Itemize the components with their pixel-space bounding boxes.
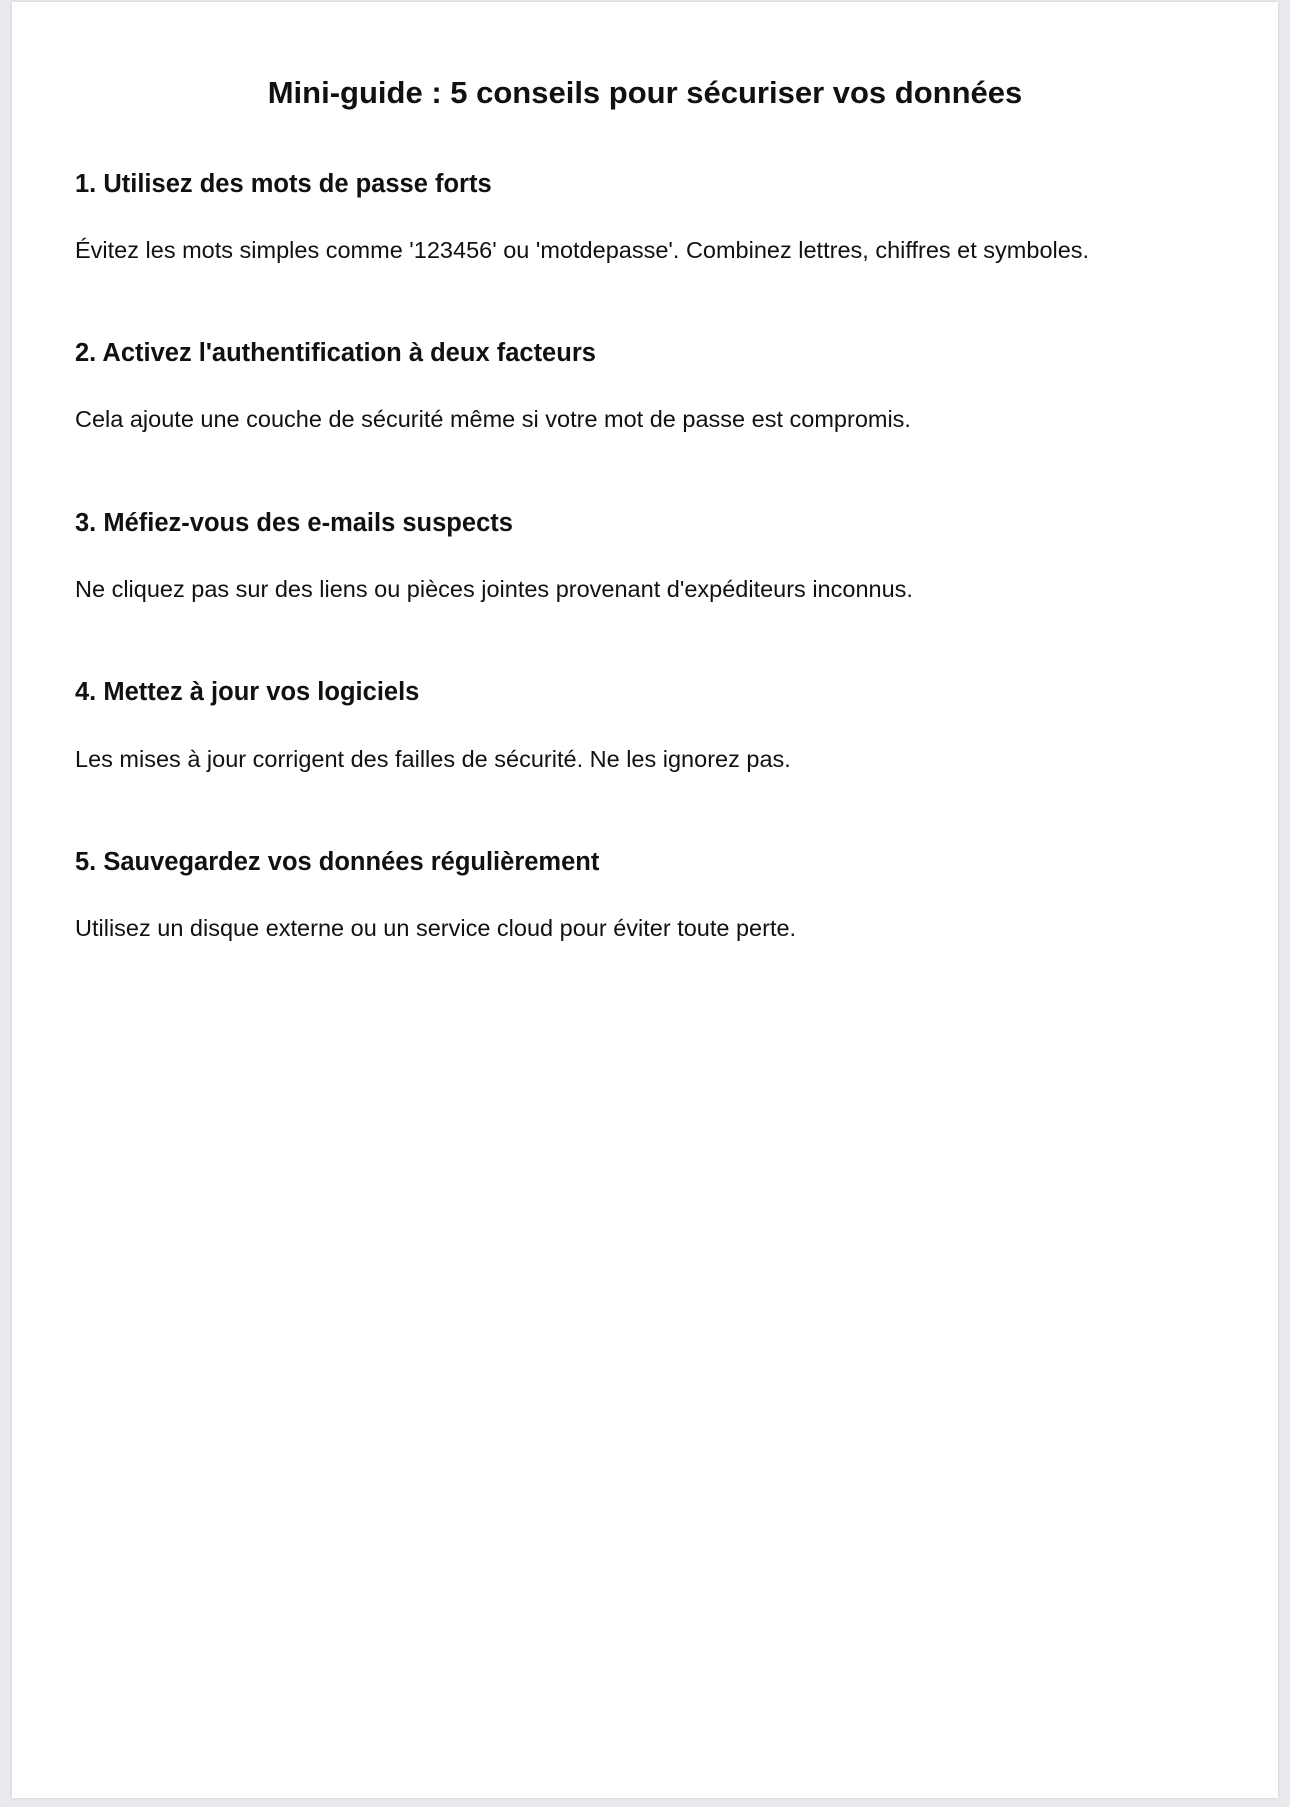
tip-heading-5: 5. Sauvegardez vos données régulièrement [75,848,600,876]
tip-body-4: Les mises à jour corrigent des failles de sécurité. Ne les ignorez pas. [75,746,791,772]
tip-heading-4: 4. Mettez à jour vos logiciels [75,678,420,706]
tip-heading-3: 3. Méfiez-vous des e-mails suspects [75,509,513,537]
tip-body-3: Ne cliquez pas sur des liens ou pièces jointes provenant d'expéditeurs inconnus. [75,576,913,602]
tip-body-1: Évitez les mots simples comme '123456' ou 'motdepasse'. Combinez lettres, chiffres et symboles. [75,237,1090,263]
document-title: Mini-guide : 5 conseils pour sécuriser vos données [267,75,1023,110]
tip-body-2: Cela ajoute une couche de sécurité même si votre mot de passe est compromis. [75,406,911,432]
tip-heading-1: 1. Utilisez des mots de passe forts [75,170,492,198]
document-page [12,2,1278,1798]
tip-body-5: Utilisez un disque externe ou un service cloud pour éviter toute perte. [75,915,797,941]
tip-heading-2: 2. Activez l'authentification à deux facteurs [75,339,596,367]
